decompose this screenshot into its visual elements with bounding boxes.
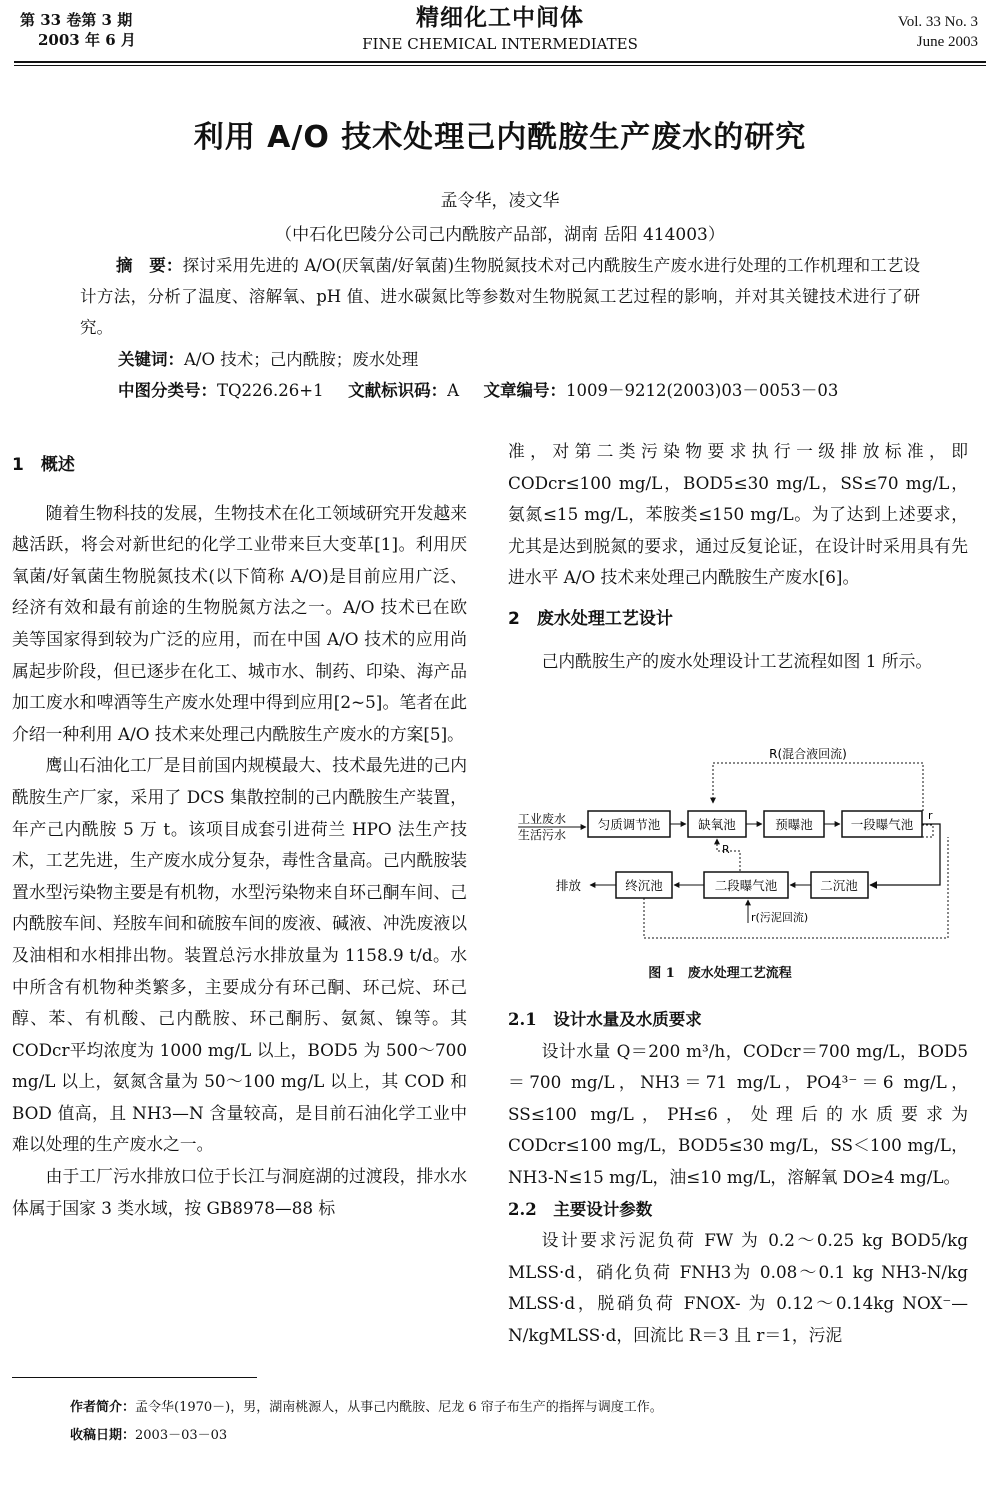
article-title: 利用 A/O 技术处理己内酰胺生产废水的研究 <box>193 120 807 155</box>
issue-date-en: June 2003 <box>916 34 978 50</box>
aeration-tank-2-label: 二段曝气池 <box>714 878 778 893</box>
equalization-tank-label: 匀质调节池 <box>597 817 661 832</box>
left-column <box>12 450 467 1224</box>
keywords-text: A/O 技术；己内酰胺；废水处理 <box>184 350 419 369</box>
abstract-label: 摘 要： <box>116 256 183 275</box>
volume-issue: 第 33 卷第 3 期 <box>20 11 133 29</box>
figure-caption: 图 1 废水处理工艺流程 <box>648 966 792 981</box>
issue-info-en <box>898 12 978 52</box>
author-bio <box>70 1394 663 1422</box>
header-rule-thin <box>14 65 986 66</box>
keywords <box>118 345 418 375</box>
issue-date: 2003 年 6 月 <box>38 31 136 49</box>
keywords-label: 关键词： <box>118 350 184 369</box>
section-2-title: 2 废水处理工艺设计 <box>508 608 673 629</box>
doc-code-label: 文献标识码： <box>348 381 448 400</box>
paragraph: 设计要求污泥负荷 FW 为 0.2～0.25 kg BOD5/kg MLSS·d，硝化负荷 FNH3为 0.08～0.1 kg NH3-N/kg MLSS·d，脱硝负荷 FNOX- 为 0.12～0.14kg NOX⁻—N/kgMLSS·d，回流比 R＝3 且 r＝1，污泥 <box>508 1230 968 1345</box>
authors: 孟令华，凌文华 <box>440 191 560 211</box>
right-column-lower <box>508 1004 968 1352</box>
paragraph: 己内酰胺生产的废水处理设计工艺流程如图 1 所示。 <box>541 650 933 671</box>
issue-info <box>20 10 136 50</box>
right-column <box>508 436 968 677</box>
journal-name-en: FINE CHEMICAL INTERMEDIATES <box>362 35 638 53</box>
sludge-recycle-label: r(污泥回流) <box>751 911 809 924</box>
section-1-title: 1 概述 <box>12 455 75 475</box>
article-no-value: 1009－9212(2003)03－0053－03 <box>566 381 839 400</box>
received-date-label: 收稿日期： <box>70 1428 136 1443</box>
input-domestic: 生活污水 <box>518 828 567 842</box>
header-rule <box>14 61 986 63</box>
author-bio-label: 作者简介： <box>70 1400 136 1415</box>
received-date-value: 2003－03－03 <box>135 1428 228 1443</box>
footnote-rule <box>12 1377 257 1378</box>
paragraph: 鹰山石油化工厂是目前国内规模最大、技术最先进的己内酰胺生产厂家，采用了 DCS 集散控制的己内酰胺生产装置，年产己内酰胺 5 万 t。该项目成套引进荷兰 HPO 法生产技术，工艺先进，生产废水成分复杂，毒性含量高。己内酰胺装置水型污染物主要是有机物，水型污染物来自环己酮车间、己内酰胺车间、羟胺车间和硫胺车间的废液、碱液、冲洗废液以及油相和水相排出物。装置总污水排放量为 1158.9 t/d。水中所含有机物种类繁多，主要成分有环己酮、环己烷、环己醇、苯、有机酸、己内酰胺、环己酮肟、氨氮、镍等。其 CODcr平均浓度为 1000 mg/L 以上，BOD5 为 500～700 mg/L 以上，氨氮含量为 50～100 mg/L 以上，其 COD 和 BOD 值高，且 NH3—N 含量较高，是目前石油化学工业中难以处理的生产废水之一。 <box>12 755 467 1155</box>
R-label: R <box>722 843 730 856</box>
journal-name-cn: 精细化工中间体 <box>416 4 584 31</box>
aeration-tank-1-label: 一段曝气池 <box>850 817 914 832</box>
abstract <box>80 250 920 343</box>
cls-label: 中图分类号： <box>118 381 217 400</box>
paragraph: 由于工厂污水排放口位于长江与洞庭湖的过渡段，排水水体属于国家 3 类水域，按 GB8978—88 标 <box>12 1166 467 1218</box>
secondary-clarifier-label: 二沉池 <box>820 878 858 893</box>
recycle-label: R(混合液回流) <box>769 747 847 761</box>
journal-masthead <box>300 4 700 54</box>
r-label: r <box>928 809 933 822</box>
process-flow-diagram <box>508 745 968 950</box>
anoxic-tank-label: 缺氧池 <box>698 817 736 832</box>
discharge-label: 排放 <box>556 878 582 893</box>
volume-issue-en: Vol. 33 No. 3 <box>897 14 978 30</box>
mixed-liquor-recycle-line <box>713 763 923 811</box>
classification <box>118 376 838 406</box>
doc-code-value: A <box>447 381 460 400</box>
received-date <box>70 1422 663 1450</box>
final-clarifier-label: 终沉池 <box>625 878 663 893</box>
cls-value: TQ226.26+1 <box>217 381 324 400</box>
paragraph: 准，对第二类污染物要求执行一级排放标准，即 CODcr≤100 mg/L，BOD5≤30 mg/L，SS≤70 mg/L，氨氮≤15 mg/L，苯胺类≤150 mg/L。为了达到上述要求，尤其是达到脱氮的要求，通过反复论证，在设计时采用具有先进水平 A/O 技术来处理己内酰胺生产废水[6]。 <box>508 441 968 588</box>
abstract-text: 探讨采用先进的 A/O(厌氧菌/好氧菌)生物脱氮技术对己内酰胺生产废水进行处理的工作机理和工艺设计方法，分析了温度、溶解氧、pH 值、进水碳氮比等参数对生物脱氮工艺过程的影响，并对其关键技术进行了研究。 <box>80 256 921 337</box>
pre-aeration-tank-label: 预曝池 <box>775 817 813 832</box>
subsection-2-1-title: 2.1 设计水量及水质要求 <box>508 1010 702 1029</box>
paragraph: 随着生物科技的发展，生物技术在化工领域研究开发越来越活跃，将会对新世纪的化学工业带来巨大变革[1]。利用厌氧菌/好氧菌生物脱氮技术(以下简称 A/O)是目前应用广泛、经济有效和最有前途的生物脱氮方法之一。A/O 技术已在欧美等国家得到较为广泛的应用，而在中国 A/O 技术的应用尚属起步阶段，但已逐步在化工、城市水、制药、印染、海产品加工废水和啤酒等生产废水处理中得到应用[2~5]。笔者在此介绍一种利用 A/O 技术来处理己内酰胺生产废水的方案[5]。 <box>12 502 467 744</box>
author-bio-text: 孟令华(1970－)，男，湖南桃源人，从事己内酰胺、尼龙 6 帘子布生产的指挥与调度工作。 <box>135 1400 663 1415</box>
affiliation: （中石化巴陵分公司己内酰胺产品部，湖南 岳阳 414003） <box>275 225 725 245</box>
paragraph: 设计水量 Q＝200 m³/h，CODcr＝700 mg/L，BOD5＝700 mg/L，NH3＝71 mg/L，PO4³⁻＝6 mg/L，SS≤100 mg/L，PH≤6，处理后的水质要求为 CODcr≤100 mg/L，BOD5≤30 mg/L，SS＜100 mg/L，NH3-N≤15 mg/L，油≤10 mg/L，溶解氧 DO≥4 mg/L。 <box>508 1040 968 1187</box>
footnotes <box>70 1394 663 1450</box>
article-no-label: 文章编号： <box>483 381 567 400</box>
input-industrial: 工业废水 <box>518 812 567 826</box>
subsection-2-2-title: 2.2 主要设计参数 <box>508 1199 653 1219</box>
